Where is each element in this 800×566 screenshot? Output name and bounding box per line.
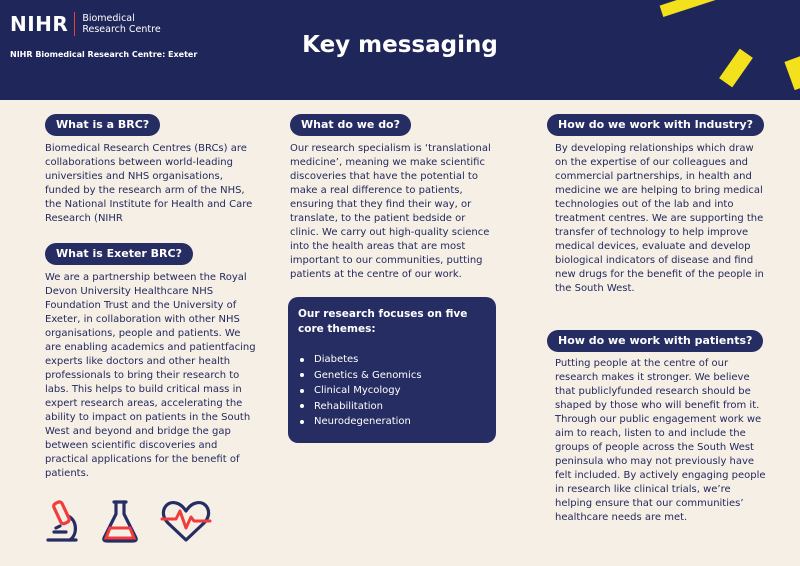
research-themes-box	[288, 297, 496, 443]
research-themes-title: Our research focuses on five core themes:	[298, 308, 468, 335]
flask-icon	[100, 498, 140, 544]
research-themes-list	[300, 352, 422, 430]
industry-heading: How do we work with Industry?	[547, 114, 764, 136]
bullet-icon	[300, 389, 304, 393]
theme-label: Neurodegeneration	[314, 416, 411, 427]
bullet-icon	[300, 358, 304, 362]
what-is-brc-text: Biomedical Research Centres (BRCs) are collaborations between world-leading universities and NHS organisations, funded by the research arm of the NHS, the National Institute for Health and Care Research (NIHR	[45, 143, 253, 224]
page-title: Key messaging	[302, 32, 498, 58]
theme-label: Genetics & Genomics	[314, 369, 422, 381]
heartbeat-icon	[160, 498, 212, 544]
what-is-exeter-brc-heading: What is Exeter BRC?	[45, 243, 193, 265]
header-banner	[0, 0, 800, 100]
decorative-stripe	[660, 0, 721, 17]
patients-heading: How do we work with patients?	[547, 330, 763, 352]
industry-text: By developing relationships which draw on the expertise of our colleagues and commercial partnerships, in health and medicine we are helping to bring medical technologies out of the lab and into treatment centres. We are supporting the transfer of technology to help improve medical devices, evaluate and develop biological indicators of disease and find new drugs for the benefit of the people in the South West.	[555, 143, 764, 294]
what-do-we-do-text: Our research specialism is ‘translational medicine’, meaning we make scientific discoveries that have the potential to make a real difference to patients, ensuring that they find their way, or translate, to the patient bedside or clinic. We carry out high-quality science into the health areas that are most important to our communities, putting patients at the centre of our work.	[290, 143, 491, 280]
theme-label: Diabetes	[314, 354, 359, 365]
what-do-we-do-heading: What do we do?	[290, 114, 411, 136]
list-item	[300, 399, 422, 415]
list-item	[300, 414, 422, 430]
theme-label: Rehabilitation	[314, 400, 384, 412]
decorative-stripe	[784, 56, 800, 90]
bullet-icon	[300, 420, 304, 424]
header-subtitle: NIHR Biomedical Research Centre: Exeter	[10, 50, 198, 59]
list-item	[300, 383, 422, 399]
what-is-exeter-brc-text: We are a partnership between the Royal Devon University Healthcare NHS Foundation Trust and the University of Exeter, in collaboration with other NHS organisations, people and patients. We are enabling academics and patientfacing experts like doctors and other health professionals to bring their research to labs. This helps to build critical mass in expert research areas, accelerating the ability to impact on patients in the South West and beyond and bridge the gap between scientific discoveries and practical applications for the benefit of patients.	[45, 272, 256, 479]
patients-text: Putting people at the centre of our research makes it stronger. We believe that publiclyfunded research should be shaped by those who will benefit from it. Through our public engagement work we aim to reach, listen to and include the groups of people across the South West peninsula who may not previously have felt included. By actively engaging people in research like clinical trials, we’re helping ensure that our communities’ healthcare needs are met.	[555, 358, 766, 523]
logo-line-1: Biomedical	[82, 13, 135, 24]
list-item	[300, 352, 422, 368]
what-is-brc-heading: What is a BRC?	[45, 114, 160, 136]
logo-mark: NIHR	[10, 12, 69, 36]
bullet-icon	[300, 404, 304, 408]
list-item	[300, 368, 422, 384]
logo-line-2: Research Centre	[82, 24, 161, 35]
theme-label: Clinical Mycology	[314, 385, 401, 396]
microscope-icon	[44, 498, 80, 544]
bullet-icon	[300, 373, 304, 377]
